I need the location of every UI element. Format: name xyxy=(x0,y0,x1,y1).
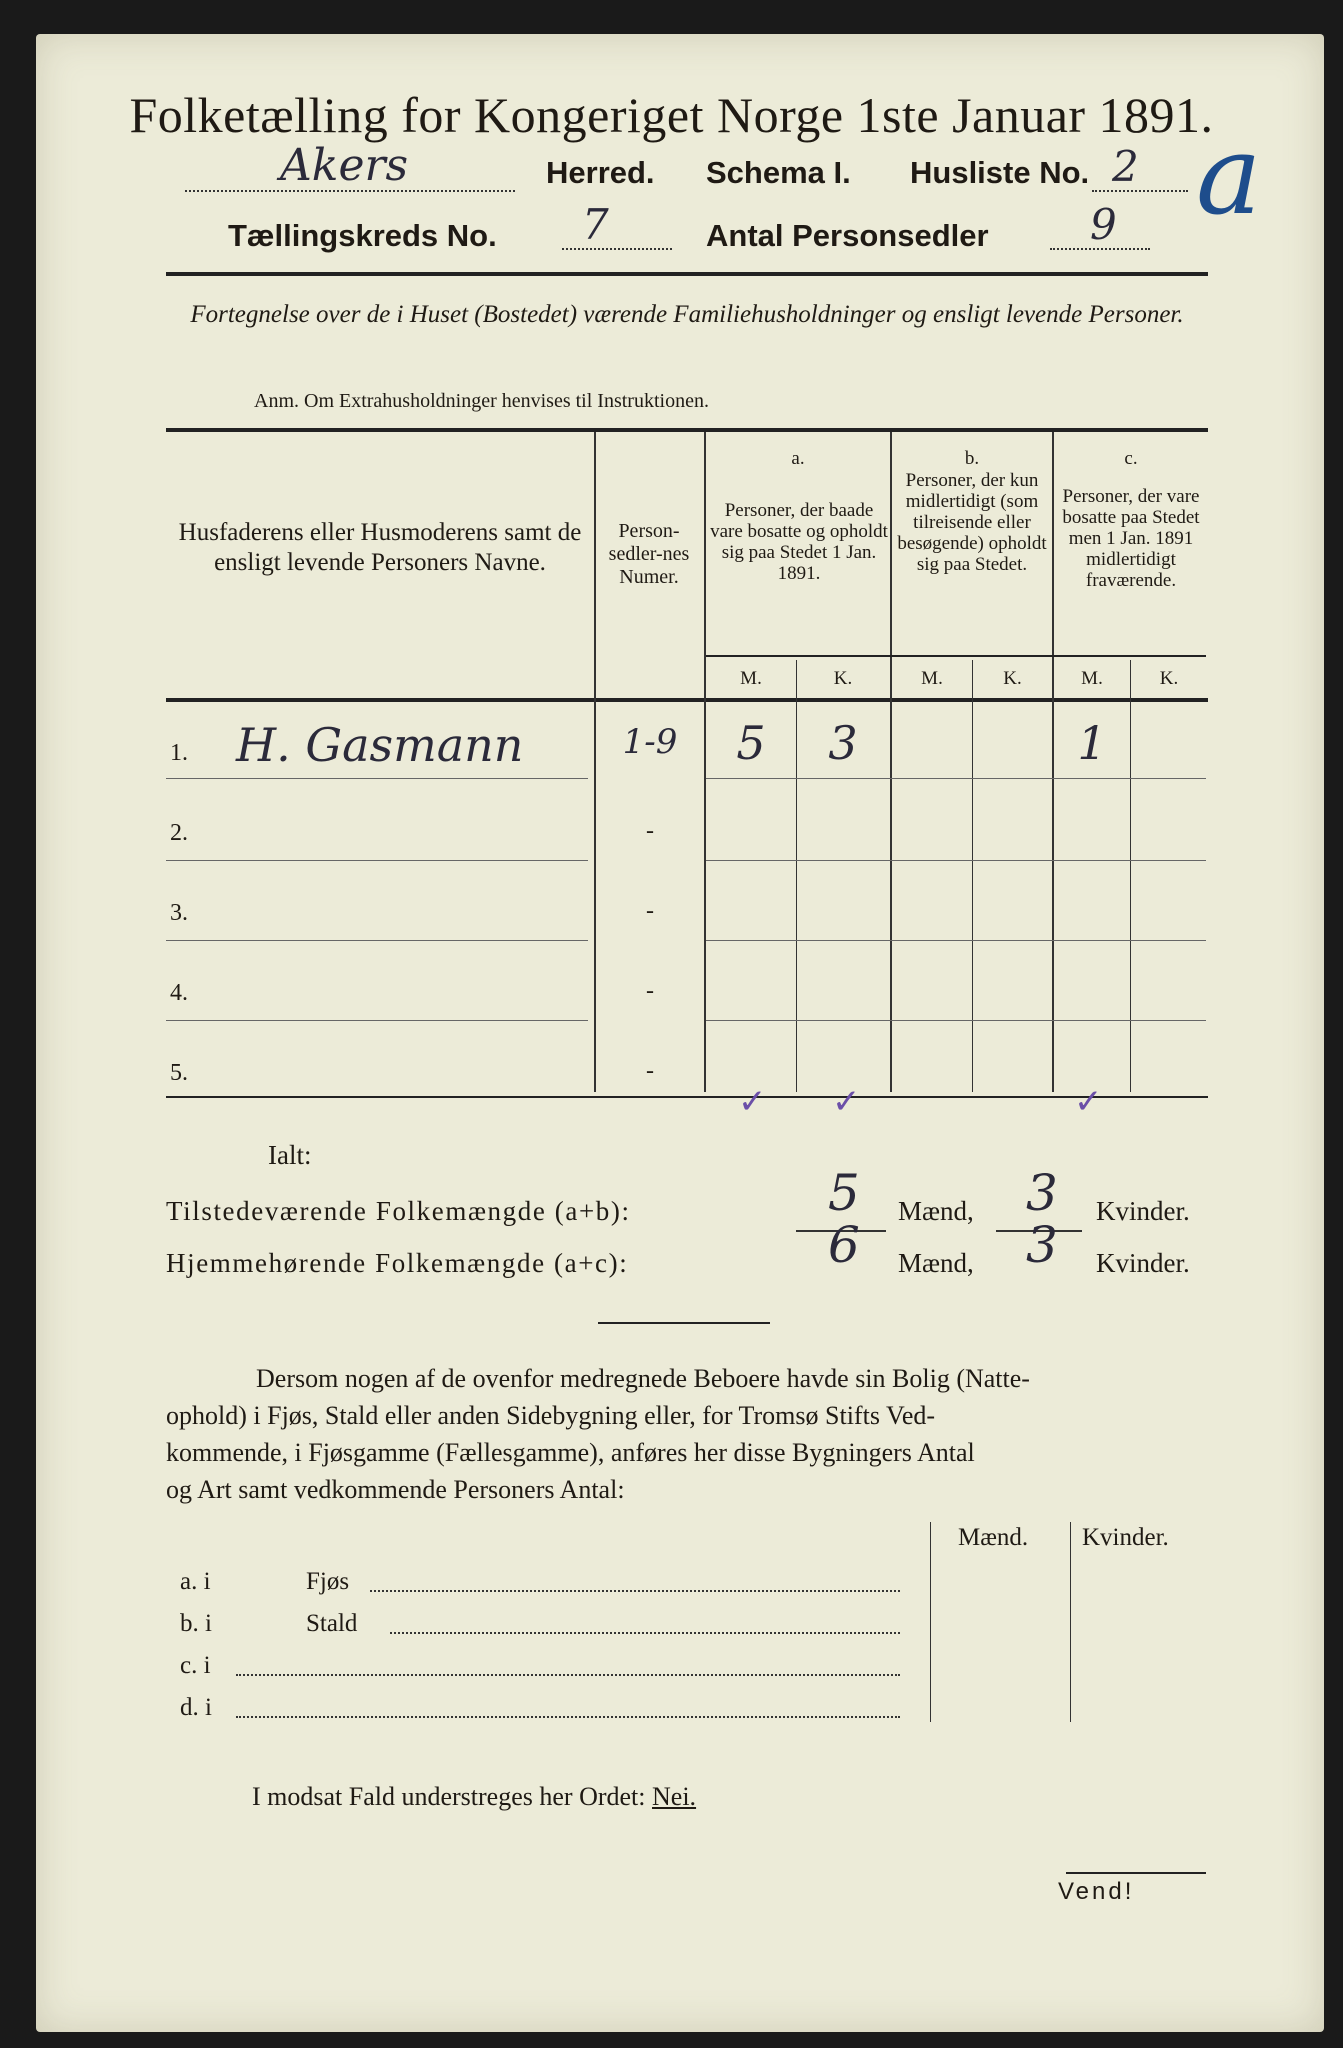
hjemme-kvinder: 3 xyxy=(1026,1216,1058,1274)
building-row xyxy=(180,1610,920,1654)
check-mark: ✓ xyxy=(832,1082,861,1122)
building-label: Stald xyxy=(306,1610,358,1637)
buildings-paragraph xyxy=(166,1360,1208,1508)
hjemme-maend-field xyxy=(796,1216,886,1282)
hjemme-maend: 6 xyxy=(828,1216,860,1274)
modsat-fald xyxy=(252,1782,696,1812)
row-numer: - xyxy=(646,818,654,844)
m-label: M. xyxy=(921,668,943,689)
buildings-divider xyxy=(930,1522,931,1722)
building-row xyxy=(180,1694,920,1738)
building-letter: a. i xyxy=(180,1568,211,1595)
vend-label: Vend! xyxy=(1058,1878,1135,1905)
table-row xyxy=(166,702,1208,782)
row-number: 4. xyxy=(170,980,188,1006)
kvinder-head: Kvinder. xyxy=(1082,1524,1169,1551)
header-rule xyxy=(166,272,1208,276)
col-header-a: Personer, der baade vare bosatte og opholdt sig paa Stedet 1 Jan. 1891. xyxy=(710,500,888,584)
tilstede-label: Tilstedeværende Folkemængde (a+b): xyxy=(166,1196,631,1226)
maend-head: Mænd. xyxy=(958,1524,1029,1551)
col-header-numer: Person-sedler-nes Numer. xyxy=(608,520,690,588)
anm-note: Anm. Om Extrahusholdninger henvises til Instruktionen. xyxy=(254,390,709,412)
vend-rule xyxy=(1066,1872,1206,1874)
husliste-field xyxy=(1092,142,1188,192)
col-header-c: Personer, der vare bosatte paa Stedet men 1 Jan. 1891 midlertidigt fraværende. xyxy=(1062,486,1200,591)
herred-label: Herred. xyxy=(546,155,655,190)
row-numer: - xyxy=(646,1058,654,1084)
col-b-letter: b. xyxy=(964,448,980,469)
row-numer: - xyxy=(646,898,654,924)
col-a-letter: a. xyxy=(791,448,805,469)
table-row xyxy=(166,1022,1208,1102)
buildings-text: Dersom nogen af de ovenfor medregnede Beboere havde sin Bolig (Natte- xyxy=(256,1364,1030,1393)
husliste-value: 2 xyxy=(1112,142,1139,191)
m-label: M. xyxy=(740,668,762,689)
building-label: Fjøs xyxy=(306,1568,350,1595)
tilstede-kvinder: 3 xyxy=(1026,1164,1058,1222)
check-mark: ✓ xyxy=(738,1082,767,1122)
building-letter: b. i xyxy=(180,1610,212,1637)
table-row xyxy=(166,782,1208,862)
kreds-label: Tællingskreds No. xyxy=(228,218,497,253)
building-letter: d. i xyxy=(180,1694,212,1721)
margin-mark: a xyxy=(1196,111,1262,239)
row-number: 2. xyxy=(170,820,188,846)
row-c-m: 1 xyxy=(1077,716,1107,770)
tilstede-maend: 5 xyxy=(828,1164,860,1222)
nei-word: Nei. xyxy=(652,1782,697,1811)
maend-label: Mænd, xyxy=(898,1196,974,1226)
k-label: K. xyxy=(1003,668,1022,689)
building-letter: c. i xyxy=(180,1652,211,1679)
herred-field xyxy=(185,140,515,192)
schema-label: Schema I. xyxy=(706,155,851,190)
ialt-label: Ialt: xyxy=(268,1140,312,1170)
section-divider xyxy=(598,1322,770,1324)
table-bottom-rule xyxy=(166,1096,1208,1098)
row-number: 5. xyxy=(170,1060,188,1086)
kvinder-label: Kvinder. xyxy=(1096,1248,1190,1278)
modsat-text: I modsat Fald understreges her Ordet: xyxy=(252,1782,646,1811)
antal-label: Antal Personsedler xyxy=(706,218,989,253)
m-label: M. xyxy=(1081,668,1103,689)
building-row xyxy=(180,1568,920,1612)
k-label: K. xyxy=(833,668,853,689)
row-a-m: 5 xyxy=(736,716,766,770)
kreds-value: 7 xyxy=(582,200,609,249)
maend-label: Mænd, xyxy=(898,1248,974,1278)
table-body xyxy=(166,702,1208,1102)
row-number: 3. xyxy=(170,900,188,926)
row-a-k: 3 xyxy=(828,716,858,770)
row-number: 1. xyxy=(170,740,188,766)
buildings-text: kommende, i Fjøsgamme (Fællesgamme), anføres her disse Bygningers Antal xyxy=(166,1438,975,1467)
buildings-text: ophold) i Fjøs, Stald eller anden Sidebygning eller, for Tromsø Stifts Ved- xyxy=(166,1401,936,1430)
row-numer: - xyxy=(646,978,654,1004)
row-name: H. Gasmann xyxy=(236,718,524,772)
husliste-label: Husliste No. xyxy=(910,155,1090,190)
row-numer: 1-9 xyxy=(622,722,678,762)
check-mark: ✓ xyxy=(1074,1082,1103,1122)
table-row xyxy=(166,942,1208,1022)
col-header-names: Husfaderens eller Husmoderens samt de ensligt levende Personers Navne. xyxy=(178,519,582,576)
col-c-letter: c. xyxy=(1124,448,1138,469)
building-row xyxy=(180,1652,920,1696)
antal-value: 9 xyxy=(1090,200,1117,249)
mk-rule xyxy=(706,655,1206,657)
hjemme-label: Hjemmehørende Folkemængde (a+c): xyxy=(166,1248,629,1278)
form-title: Folketælling for Kongeriget Norge 1ste Januar 1891. xyxy=(129,87,1214,143)
table-row xyxy=(166,862,1208,942)
hjemme-kvinder-field xyxy=(996,1216,1082,1282)
kvinder-label: Kvinder. xyxy=(1096,1196,1190,1226)
buildings-divider xyxy=(1070,1522,1071,1722)
intro-heading: Fortegnelse over de i Huset (Bostedet) værende Familiehusholdninger og ensligt levende Personer. xyxy=(190,301,1184,328)
col-header-b: Personer, der kun midlertidigt (som tilreisende eller besøgende) opholdt sig paa Stedet. xyxy=(897,470,1047,575)
antal-field xyxy=(1050,200,1150,250)
herred-value: Akers xyxy=(280,140,409,191)
k-label: K. xyxy=(1159,668,1179,689)
kreds-field xyxy=(562,200,672,250)
buildings-text: og Art samt vedkommende Personers Antal: xyxy=(166,1475,625,1504)
